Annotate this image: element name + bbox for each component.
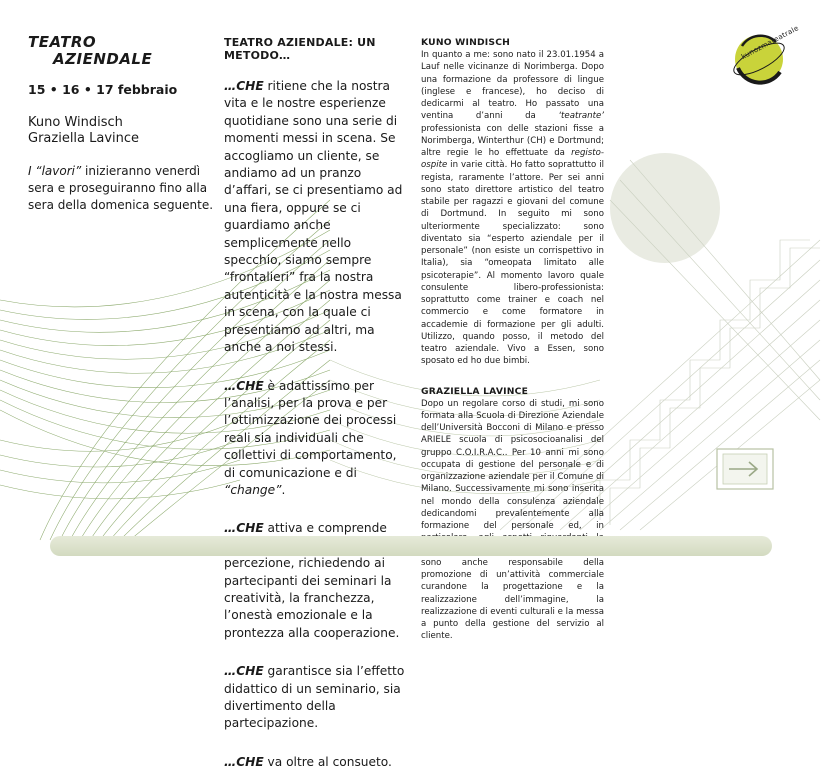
che-label: …CHE: [224, 521, 264, 536]
presenter-name-1: Kuno Windisch: [28, 115, 123, 130]
che-label: …CHE: [224, 79, 264, 93]
middle-column: [224, 36, 406, 771]
title-line-2: AZIENDALE: [53, 50, 153, 68]
intro-rest: inizieranno venerdì sera e proseguiranno fino alla sera della domenica seguente.: [28, 164, 214, 212]
paragraph-text: ritiene che la nostra vita e le nostre esperienze quotidiane sono una serie di momenti messi in scena. Se accogliamo un cliente, se andiamo ad un pranzo d’affari, se ci presentiamo ad una fiera, oppure se ci guardiamo anche semplicemente nello specchio, siamo sempre “frontalieri” fra la nostra autenticità e la nostra messa in scena, con la quale ci presentiamo ad altri, ma anche a noi stessi.: [224, 79, 403, 355]
logo-text: kunozmateatrale: [740, 24, 801, 62]
kuno-bio-c: in varie città. Ho fatto soprattutto il regista, raramente l’attore. Per sei anni sono stato direttore artistico del teatro stabile per ragazzi e giovani del comune di Dortmund. In seguito mi sono ulteriormente specializzato: sono diventato sia “esperto aziendale per il personale” (non esiste un corrispettivo in Italia), sia “omeopata limitato alle psicoterapie”. Al momento lavoro quale consulente libero-professionista: soprattutto come trainer e coach nel commercio e come formatore in accademie di formazione per gli adulti. Utilizzo, quando posso, il metodo del teatro aziendale. Vivo a Essen, sono sposato ed ho due bimbi.: [421, 160, 604, 367]
che-label: …CHE: [224, 378, 264, 393]
graziella-bio: Dopo un regolare corso di studi, mi sono formata alla Scuola di Direzione Aziendale dell’Università Bocconi di Milano e presso ARIELE scuola di psicosocioanalisi del gruppo C.O.I.R.A.C.. Per 10 anni mi sono occupata di gestione del personale e di organizzazione aziendale per il Comune di Milano. Successivamente mi sono inserita nel mondo della consulenza aziendale dedicandomi prevalentemente alla formazione del personale ed, in sono anche responsabile della promozione di un’attività commerciale curandone la progettazione e la realizzazione dell’immagine, la realizzazione di eventi culturali e la messa a punto della gestione del servizio al cliente.: [421, 398, 604, 642]
title-line-1: TEATRO: [28, 33, 97, 51]
method-paragraph-5: [224, 754, 406, 771]
che-label: …CHE: [224, 754, 264, 769]
kuno-bio-regista: registo-ospite: [421, 148, 604, 171]
presenter-name-2: Graziella Lavince: [28, 131, 140, 146]
decorative-circle: [610, 153, 720, 263]
method-heading: TEATRO AZIENDALE: UN METODO…: [224, 36, 376, 62]
change-word: “change”: [224, 482, 282, 497]
graziella-heading: GRAZIELLA LAVINCE: [421, 385, 529, 397]
paragraph-end: .: [281, 482, 286, 497]
method-paragraph-2: [224, 378, 406, 500]
kuno-heading: KUNO WINDISCH: [421, 37, 511, 48]
presenters: [28, 115, 218, 147]
kuno-bio-b: professionista con delle stazioni fisse a Norimberga, Winterthur (CH) e Dortmund; altre regie le ho effettuate da: [421, 123, 604, 158]
paragraph-text: va oltre al consueto.: [263, 754, 392, 769]
intro-paragraph: [28, 163, 218, 214]
kuno-bio: [421, 49, 604, 368]
method-paragraph-4: [224, 663, 406, 733]
intro-lavori: I “lavori”: [28, 164, 82, 178]
paragraph-text: è adattissimo per l’analisi, per la prova e per l’ottimizzazione dei processi reali sia individuali che collettivi di comportamento, di comunicazione e di: [224, 378, 397, 480]
kuno-bio-a: In quanto a me: sono nato il 23.01.1954 a Lauf nelle vicinanze di Norimberga. Dopo una formazione da professore di lingue (inglese e francese), ho deciso di dedicarmi al teatro. Ho passato una ventina d’anni da: [421, 50, 604, 122]
paragraph-text: attiva e comprende percezione, richiedendo ai partecipanti dei seminari la creatività, la franchezza, l’onestà emozionale e la prontezza alla cooperazione.: [224, 521, 400, 640]
arrow-right-icon[interactable]: [715, 447, 775, 491]
che-label: …CHE: [224, 664, 264, 679]
kuno-bio-teatrante: ‘teatrante’: [558, 111, 604, 122]
event-dates: 15 • 16 • 17 febbraio: [28, 82, 178, 97]
left-column: [28, 34, 218, 226]
bottom-bar: [50, 536, 772, 556]
paragraph-text: garantisce sia l’effetto didattico di un seminario, sia divertimento della partecipazione.: [224, 664, 405, 731]
spacer: [421, 368, 604, 386]
method-paragraph-1: [224, 78, 406, 357]
